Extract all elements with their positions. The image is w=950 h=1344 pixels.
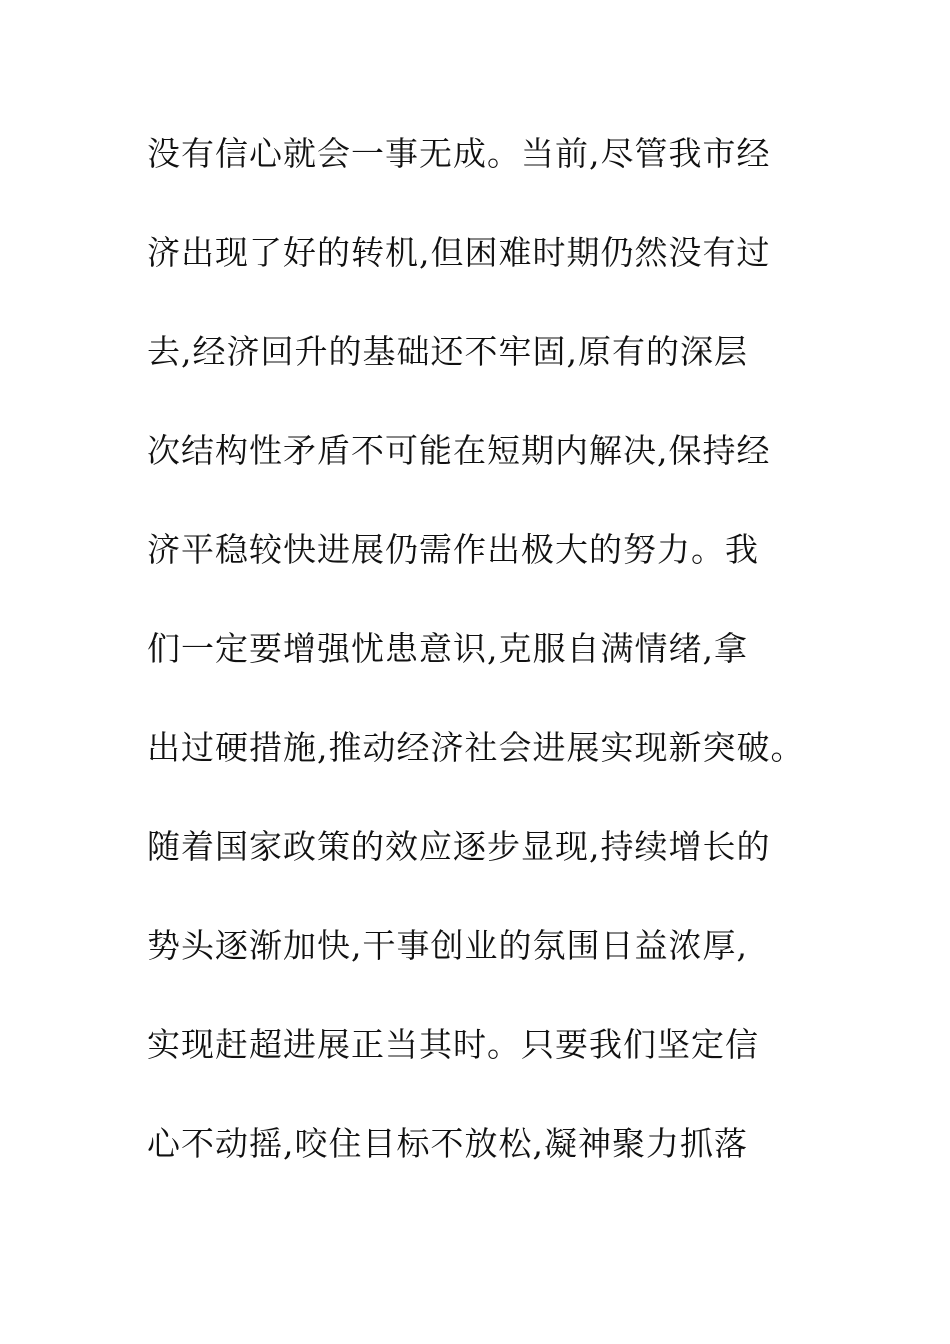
text-line-5: 济平稳较快进展仍需作出极大的努力。我	[147, 530, 759, 569]
text-line-8: 随着国家政策的效应逐步显现,持续增长的	[147, 827, 771, 866]
text-line-9: 势头逐渐加快,干事创业的氛围日益浓厚,	[147, 926, 748, 965]
text-line-6: 们一定要增强忧患意识,克服自满情绪,拿	[147, 629, 748, 668]
text-line-4: 次结构性矛盾不可能在短期内解决,保持经	[147, 431, 771, 470]
text-line-2: 济出现了好的转机,但困难时期仍然没有过	[147, 233, 771, 272]
text-line-3: 去,经济回升的基础还不牢固,原有的深层	[147, 332, 748, 371]
text-line-7: 出过硬措施,推动经济社会进展实现新突破。	[147, 728, 805, 767]
text-line-1: 没有信心就会一事无成。当前,尽管我市经	[147, 134, 771, 173]
body-text	[147, 124, 847, 1213]
text-line-11: 心不动摇,咬住目标不放松,凝神聚力抓落	[147, 1124, 748, 1163]
text-line-10: 实现赶超进展正当其时。只要我们坚定信	[147, 1025, 759, 1064]
